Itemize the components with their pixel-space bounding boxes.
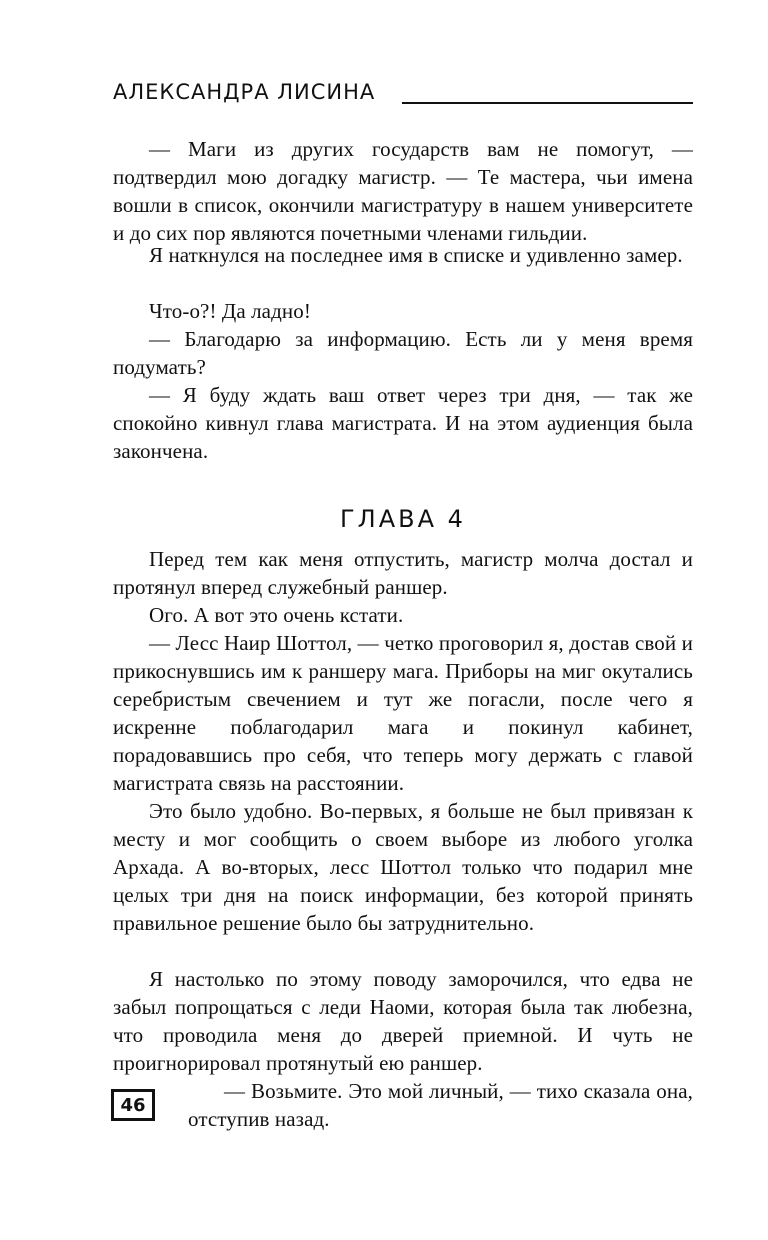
chapter-title: ГЛАВА 4: [340, 505, 466, 533]
running-header: [113, 80, 693, 110]
paragraph: Я настолько по этому поводу заморочился, что едва не забыл попрощаться с леди Наоми, которая была так любезна, что проводила меня до дверей приемной. И чуть не проигнорировал протянутый ею раншер.: [113, 967, 693, 1075]
paragraph: Что-о?! Да ладно!: [149, 299, 311, 323]
paragraph: — Возьмите. Это мой личный, — тихо сказала она, отступив назад.: [188, 1079, 693, 1131]
paragraph: Ого. А вот это очень кстати.: [149, 603, 404, 627]
paragraph: — Лесс Наир Шоттол, — четко проговорил я, достав свой и прикоснувшись им к раншеру мага. Приборы на миг окутались серебристым свечением и тут же погасли, после чего я искренне поблагодарил мага и покинул кабинет, порадовавшись про себя, что теперь могу держать с главой магистрата связь на расстоянии.: [113, 631, 693, 795]
header-rule: [402, 102, 693, 104]
paragraph: — Благодарю за информацию. Есть ли у меня время подумать?: [113, 327, 693, 379]
paragraph: — Я буду ждать ваш ответ через три дня, — так же спокойно кивнул глава магистрата. И на этом аудиенция была закончена.: [113, 383, 693, 463]
author-name: АЛЕКСАНДРА ЛИСИНА: [113, 80, 376, 104]
paragraph: — Маги из других государств вам не помогут, — подтвердил мою догадку магистр. — Те мастера, чьи имена вошли в список, окончили магистратуру в нашем университете и до сих пор являются почетными членами гильдии.: [113, 137, 693, 245]
paragraph: Это было удобно. Во-первых, я больше не был привязан к месту и мог сообщить о своем выборе из любого уголка Архада. А во-вторых, лесс Шоттол только что подарил мне целых три дня на поиск информации, без которой принять правильное решение было бы затруднительно.: [113, 799, 693, 935]
page-number: 46: [111, 1089, 155, 1121]
paragraph: Перед тем как меня отпустить, магистр молча достал и протянул вперед служебный раншер.: [113, 547, 693, 599]
paragraph: Я наткнулся на последнее имя в списке и удивленно замер.: [149, 243, 683, 267]
